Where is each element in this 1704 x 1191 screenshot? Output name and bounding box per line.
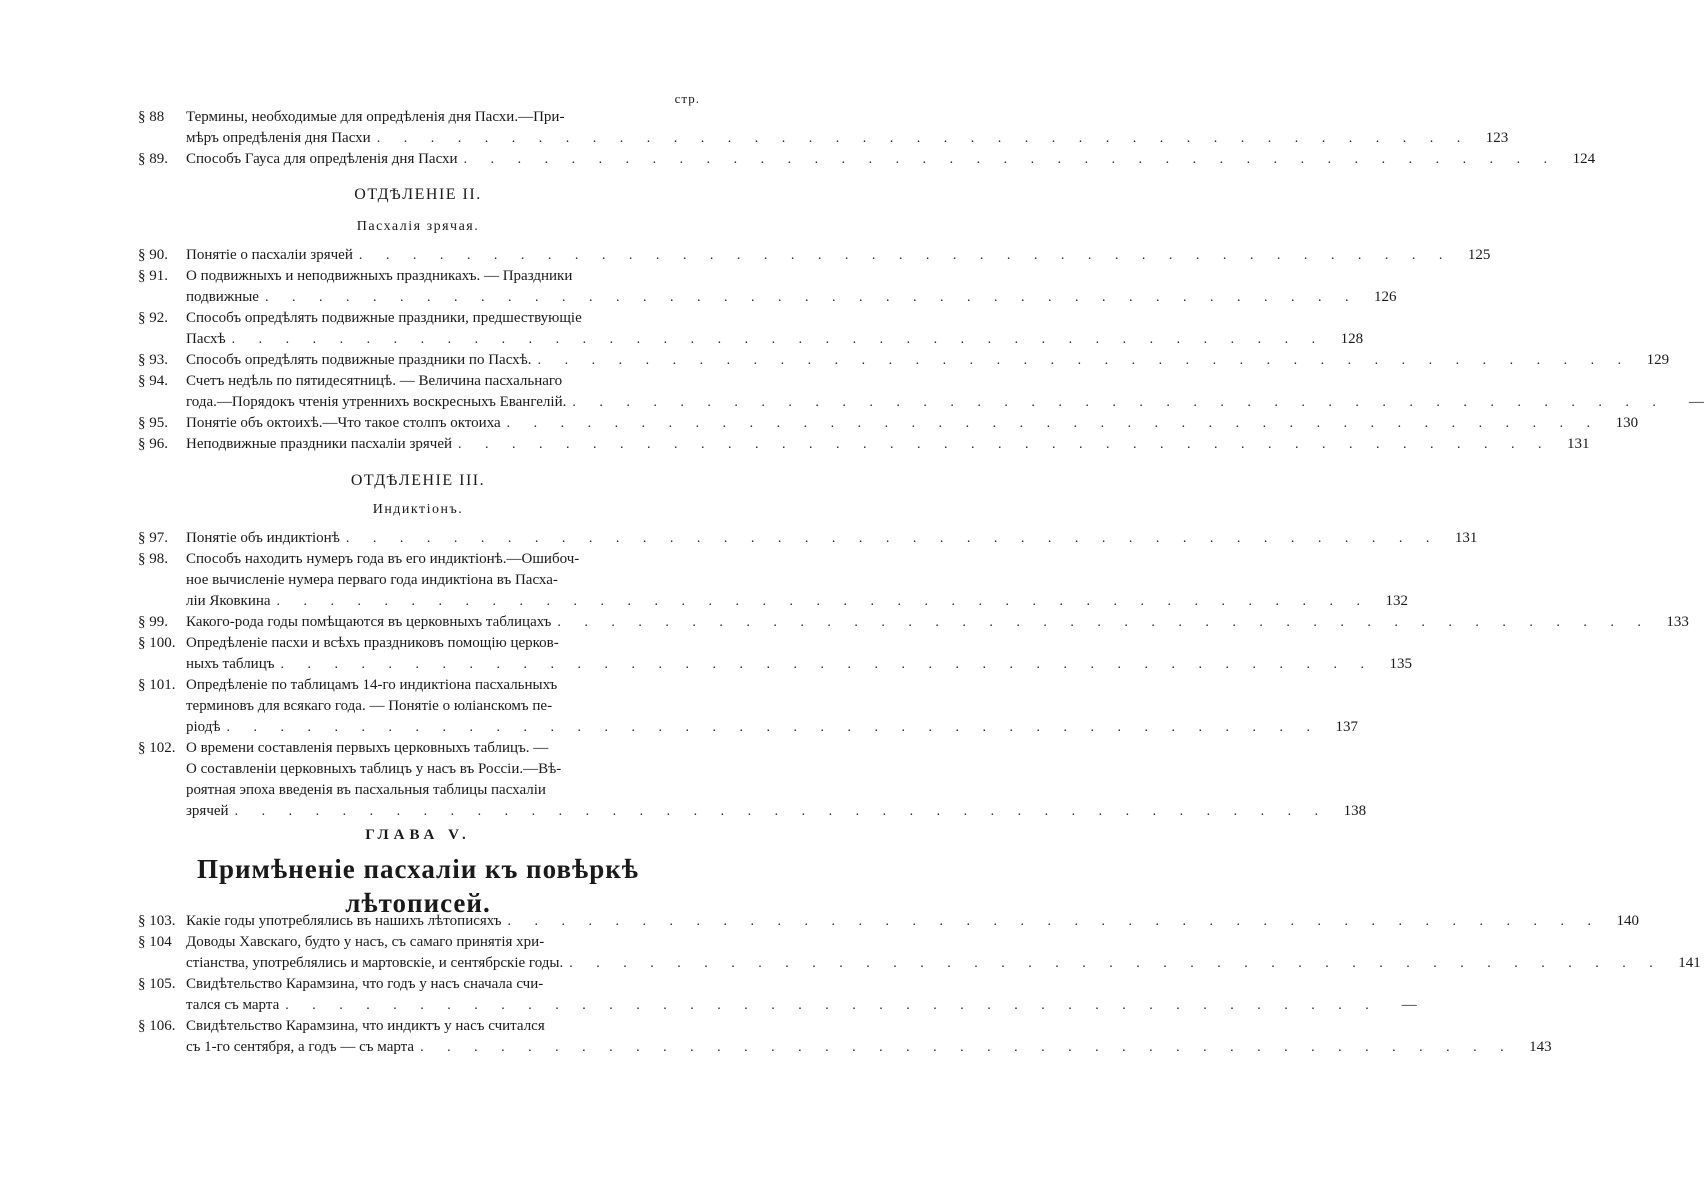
- entry-line: Неподвижные праздники пасхаліи зрячей: [186, 436, 453, 452]
- dot-leader: [371, 128, 1471, 149]
- entry-line: Какого-рода годы помѣщаются въ церковныхъ таблицахъ: [186, 614, 552, 630]
- page-number: 131: [1567, 436, 1590, 452]
- dot-leader: [563, 953, 1663, 974]
- page-number: 135: [1389, 656, 1412, 672]
- section-number: § 93.: [138, 352, 168, 368]
- page-number: —: [1688, 394, 1704, 410]
- entry-line: Счетъ недѣль по пятидесятницѣ. — Величина пасхальнаго: [186, 373, 563, 389]
- section-number: § 95.: [138, 415, 168, 431]
- entry-line: тался съ марта: [186, 997, 280, 1013]
- entry-text: [186, 413, 1639, 434]
- page-number: 130: [1615, 415, 1639, 431]
- toc-entry: [138, 245, 1491, 266]
- entry-text: [186, 434, 1590, 455]
- entry-line: ныхъ таблицъ: [186, 656, 275, 672]
- chapter-5-title-line-2: лѣтописей.: [345, 888, 491, 918]
- entry-text: [186, 932, 1701, 974]
- toc-entry: [138, 1016, 1552, 1058]
- section-number: § 88: [138, 109, 165, 125]
- dot-leader: [501, 413, 1601, 434]
- page-number: 141: [1678, 955, 1701, 971]
- page-number: 125: [1467, 247, 1491, 263]
- page-number: 123: [1485, 130, 1509, 146]
- entry-text: [186, 308, 1364, 350]
- dot-leader: [279, 995, 1379, 1016]
- entry-line: ліи Яковкина: [186, 593, 271, 609]
- entry-text: [186, 149, 1596, 170]
- page-number: 133: [1666, 614, 1689, 630]
- entry-line: ріодѣ: [186, 719, 221, 735]
- entry-text: [186, 675, 1359, 738]
- dot-leader: [532, 350, 1632, 371]
- chapter-5-label: ГЛАВА V.: [365, 827, 471, 843]
- section-number: § 97.: [138, 530, 168, 546]
- section-number: § 103.: [138, 913, 176, 929]
- entry-line: Способъ находить нумеръ года въ его индиктіонѣ.—Ошибоч-: [186, 551, 580, 567]
- toc-entry: [138, 308, 1364, 350]
- entry-line: Способъ опредѣлять подвижные праздники, предшествующіе: [186, 310, 582, 326]
- division-3-subtitle: Индиктіонъ.: [372, 502, 464, 517]
- toc-entry: [138, 413, 1639, 434]
- page-column-label: стр.: [674, 91, 700, 106]
- entry-text: [186, 1016, 1552, 1058]
- entry-text: [186, 266, 1397, 308]
- entry-line: Свидѣтельство Карамзина, что индиктъ у насъ считался: [186, 1018, 545, 1034]
- toc-entry: [138, 974, 1417, 1016]
- division-3-title: ОТДѢЛЕНІЕ III.: [350, 472, 486, 489]
- page-number: 128: [1340, 331, 1364, 347]
- toc-entry: [138, 932, 1701, 974]
- dot-leader: [221, 717, 1321, 738]
- dot-leader: [229, 801, 1329, 822]
- section-number: § 90.: [138, 247, 168, 263]
- entry-line: О составленіи церковныхъ таблицъ у насъ въ Россіи.—Вѣ-: [186, 761, 562, 777]
- entry-line: Опредѣленіе по таблицамъ 14-го индиктіона пасхальныхъ: [186, 677, 558, 693]
- page-number: 143: [1529, 1039, 1552, 1055]
- section-number: § 98.: [138, 551, 168, 567]
- entry-line: Какіе годы употреблялись въ нашихъ лѣтописяхъ: [186, 913, 502, 929]
- entry-line: зрячей: [186, 803, 229, 819]
- page-number: —: [1401, 997, 1417, 1013]
- entry-line: терминовъ для всякаго года. — Понятіе о юліанскомъ пе-: [186, 698, 553, 714]
- entry-text: [186, 612, 1689, 633]
- toc-entry: [138, 612, 1689, 633]
- dot-leader: [226, 329, 1326, 350]
- dot-leader: [275, 654, 1375, 675]
- entry-line: Понятіе объ октоихѣ.—Что такое столпъ октоиха: [186, 415, 501, 431]
- entry-text: [186, 528, 1478, 549]
- dot-leader: [271, 591, 1371, 612]
- entry-line: Опредѣленіе пасхи и всѣхъ праздниковъ помощію церков-: [186, 635, 559, 651]
- section-number: § 89.: [138, 151, 168, 167]
- toc-entry: [138, 266, 1397, 308]
- entry-line: Свидѣтельство Карамзина, что годъ у насъ сначала счи-: [186, 976, 544, 992]
- dot-leader: [566, 392, 1666, 413]
- entry-line: Понятіе объ индиктіонѣ: [186, 530, 340, 546]
- entry-text: [186, 350, 1670, 371]
- entry-text: [186, 549, 1409, 612]
- entry-line: О подвижныхъ и неподвижныхъ праздникахъ. — Праздники: [186, 268, 573, 284]
- section-number: § 92.: [138, 310, 168, 326]
- division-2-title: ОТДѢЛЕНІЕ II.: [354, 186, 482, 203]
- toc-entry: [138, 528, 1478, 549]
- entry-line: Доводы Хавскаго, будто у насъ, съ самаго принятія хри-: [186, 934, 545, 950]
- entry-line: съ 1-го сентября, а годъ — съ марта: [186, 1039, 415, 1055]
- entry-text: [186, 738, 1367, 822]
- dot-leader: [259, 287, 1359, 308]
- dot-leader: [353, 245, 1453, 266]
- section-number: § 96.: [138, 436, 168, 452]
- section-number: § 101.: [138, 677, 176, 693]
- entry-text: [186, 245, 1491, 266]
- entry-line: стіанства, употреблялись и мартовскіе, и сентябрскіе годы.: [186, 955, 564, 971]
- page-number: 140: [1616, 913, 1639, 929]
- entry-line: года.—Порядокъ чтенія утреннихъ воскресныхъ Евангелій.: [186, 394, 567, 410]
- section-number: § 94.: [138, 373, 168, 389]
- dot-leader: [551, 612, 1651, 633]
- section-number: § 104: [138, 934, 172, 950]
- dot-leader: [501, 911, 1601, 932]
- page-number: 124: [1572, 151, 1596, 167]
- entry-text: [186, 911, 1639, 932]
- page-number: 132: [1385, 593, 1409, 609]
- section-number: § 105.: [138, 976, 176, 992]
- page-number: 138: [1343, 803, 1367, 819]
- page-number: 129: [1646, 352, 1670, 368]
- entry-line: Пасхѣ: [186, 331, 226, 347]
- division-2-subtitle: Пасхалія зрячая.: [356, 219, 480, 234]
- dot-leader: [458, 149, 1558, 170]
- entry-line: О времени составленія первыхъ церковныхъ таблицъ. —: [186, 740, 549, 756]
- entry-line: мѣръ опредѣленія дня Пасхи: [186, 130, 371, 146]
- dot-leader: [452, 434, 1552, 455]
- page-number: 131: [1454, 530, 1478, 546]
- toc-entry: [138, 738, 1367, 822]
- toc-entry: [138, 434, 1590, 455]
- entry-line: роятная эпоха введенія въ пасхальныя таблицы пасхаліи: [186, 782, 546, 798]
- entry-line: Способъ Гауса для опредѣленія дня Пасхи: [186, 151, 458, 167]
- page-number: 137: [1335, 719, 1359, 735]
- section-number: § 106.: [138, 1018, 176, 1034]
- entry-text: [186, 371, 1704, 413]
- chapter-5-title: [138, 852, 698, 920]
- entry-line: Способъ опредѣлять подвижные праздники по Пасхѣ.: [186, 352, 532, 368]
- section-number: § 99.: [138, 614, 168, 630]
- toc-entry: [138, 911, 1639, 932]
- entry-text: [186, 107, 1509, 149]
- toc-entry: [138, 549, 1409, 612]
- section-number: § 100.: [138, 635, 176, 651]
- toc-entry: [138, 107, 1509, 149]
- toc-entry: [138, 371, 1704, 413]
- chapter-5-title-line-1: Примѣненіе пасхаліи къ повѣркѣ: [196, 854, 639, 884]
- entry-text: [186, 633, 1412, 675]
- toc-entry: [138, 633, 1412, 675]
- section-number: § 102.: [138, 740, 176, 756]
- entry-line: Термины, необходимые для опредѣленія дня Пасхи.—При-: [186, 109, 565, 125]
- dot-leader: [414, 1037, 1514, 1058]
- toc-entry: [138, 350, 1670, 371]
- entry-line: подвижные: [186, 289, 259, 305]
- entry-text: [186, 974, 1417, 1016]
- entry-line: Понятіе о пасхаліи зрячей: [186, 247, 353, 263]
- dot-leader: [340, 528, 1440, 549]
- section-number: § 91.: [138, 268, 168, 284]
- entry-line: ное вычисленіе нумера перваго года индиктіона въ Пасха-: [186, 572, 558, 588]
- toc-entry: [138, 675, 1359, 738]
- page-number: 126: [1373, 289, 1397, 305]
- toc-entry: [138, 149, 1596, 170]
